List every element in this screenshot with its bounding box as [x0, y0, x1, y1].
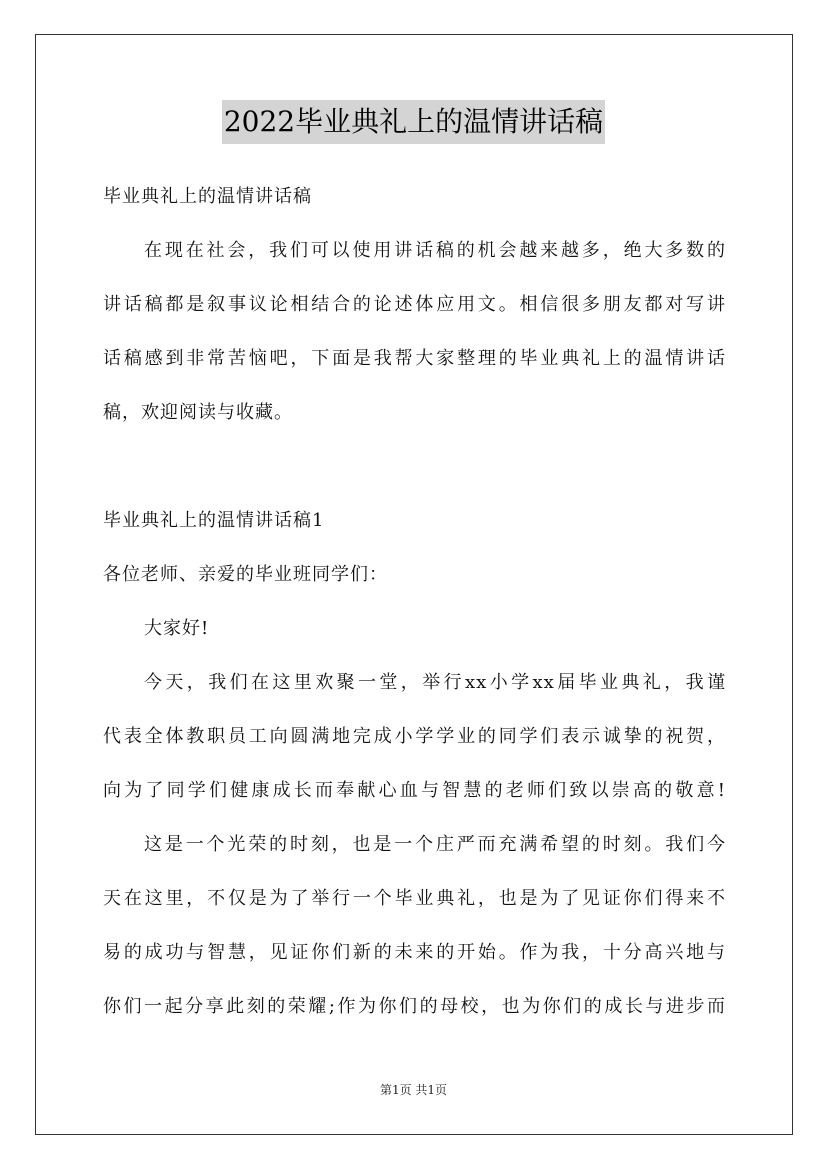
- paragraph-line: 易的成功与智慧，见证你们新的未来的开始。作为我，十分高兴地与: [103, 942, 726, 963]
- section-title: 毕业典礼上的温情讲话稿1: [103, 510, 325, 531]
- document-body: [103, 170, 726, 1034]
- paragraph-line: 今天，我们在这里欢聚一堂，举行xx小学xx届毕业典礼，我谨: [144, 672, 726, 693]
- paragraph-line: 天在这里，不仅是为了举行一个毕业典礼，也是为了见证你们得来不: [103, 888, 726, 909]
- paragraph-line: 你们一起分享此刻的荣耀;作为你们的母校，也为你们的成长与进步而: [103, 996, 726, 1017]
- document-title: 2022毕业典礼上的温情讲话稿: [222, 100, 605, 144]
- intro-line: 话稿感到非常苦恼吧，下面是我帮大家整理的毕业典礼上的温情讲话: [103, 348, 726, 369]
- page-footer: 第1页 共1页: [379, 1083, 448, 1097]
- greeting: 大家好!: [144, 618, 210, 639]
- paragraph-line: 这是一个光荣的时刻，也是一个庄严而充满希望的时刻。我们今: [144, 834, 726, 855]
- title-wrapper: [0, 100, 827, 144]
- paragraph-gap: [103, 440, 726, 494]
- document-subtitle: 毕业典礼上的温情讲话稿: [103, 186, 312, 207]
- paragraph-line: 向为了同学们健康成长而奉献心血与智慧的老师们致以崇高的敬意!: [103, 780, 726, 801]
- salutation: 各位老师、亲爱的毕业班同学们：: [103, 564, 388, 585]
- intro-line: 讲话稿都是叙事议论相结合的论述体应用文。相信很多朋友都对写讲: [103, 294, 726, 315]
- intro-line: 在现在社会，我们可以使用讲话稿的机会越来越多，绝大多数的: [144, 240, 726, 261]
- paragraph-line: 代表全体教职员工向圆满地完成小学学业的同学们表示诚挚的祝贺，: [103, 726, 726, 747]
- intro-line: 稿，欢迎阅读与收藏。: [103, 402, 293, 423]
